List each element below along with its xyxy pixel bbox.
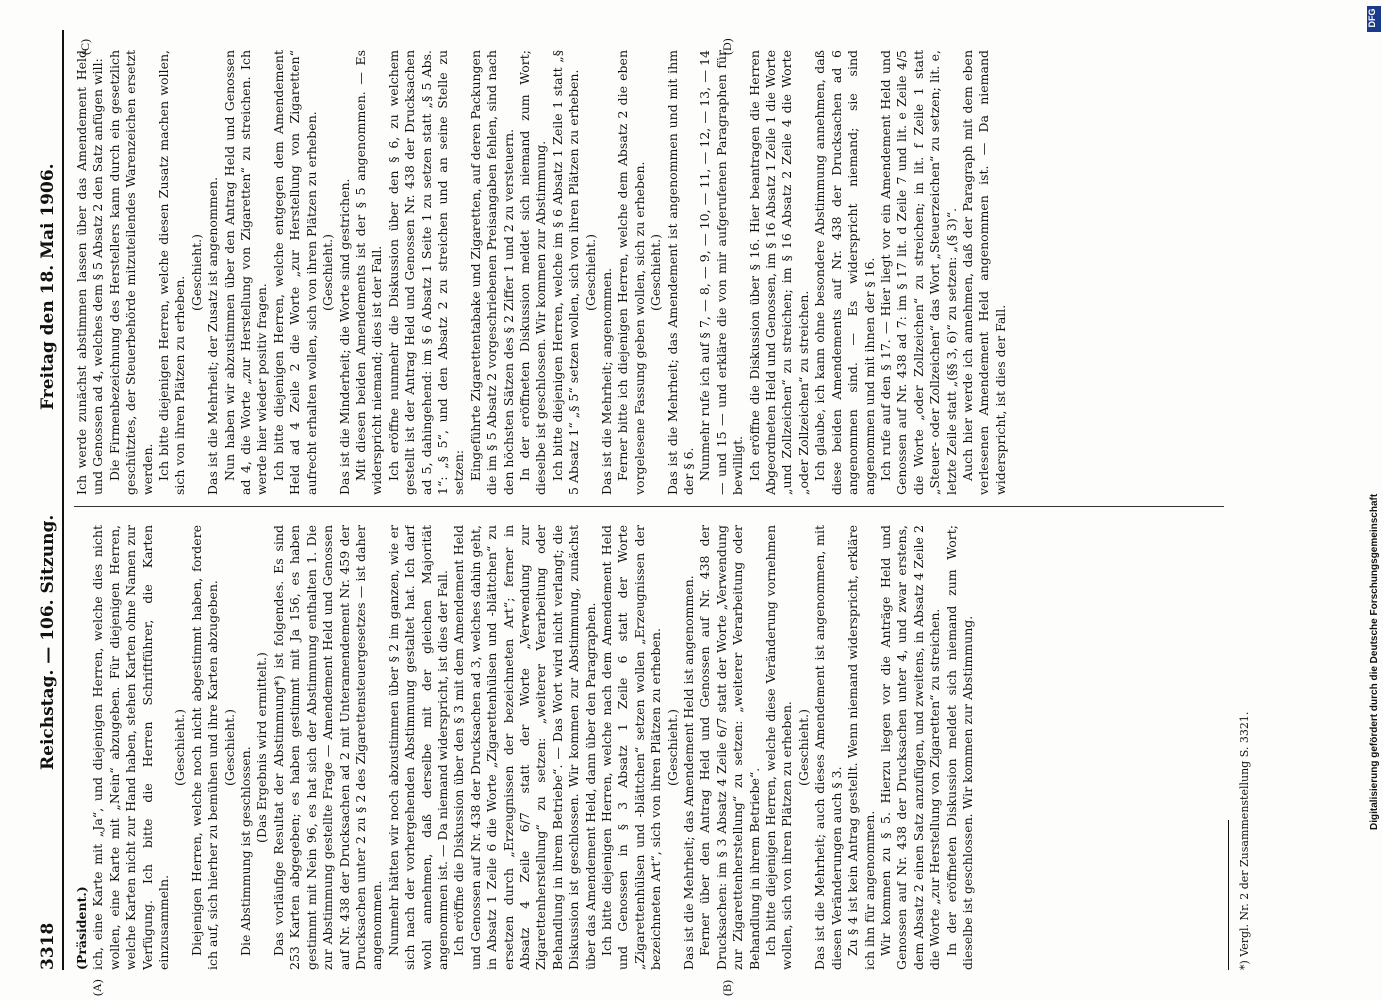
margin-letter-a: (A) xyxy=(90,979,104,996)
left-column xyxy=(74,525,1284,970)
digitization-strip xyxy=(1366,0,1383,1000)
right-column-paragraph: In der eröffneten Diskussion meldet sich niemand zum Wort; dieselbe ist geschlossen. Wir kommen zur Abstimmung. xyxy=(516,50,549,495)
right-column-paragraph: Mit diesen beiden Amendements ist der § 5 angenommen. — Es widerspricht niemand; dies ist der Fall. xyxy=(352,50,385,495)
right-column-paragraph: Eingeführte Zigarettentabake und Zigaretten, auf deren Packungen die im § 5 Absatz 2 vorgeschriebenen Preisangaben fehlen, sind nach den höchsten Sätzen des § 2 Ziffer 1 und 2 zu versteuern. xyxy=(467,50,516,495)
margin-letter-d: (D) xyxy=(720,38,734,55)
right-column-paragraph: Das ist die Mehrheit; der Zusatz ist angenommen. xyxy=(205,176,221,495)
column-divider xyxy=(74,506,1224,507)
footnote: *) Vergl. Nr. 2 der Zusammenstellung S. 3321. xyxy=(1238,711,1251,970)
left-column-paragraph: Das ist die Mehrheit; auch dieses Amendement ist angenommen, mit diesen Veränderungen auch § 3. xyxy=(812,525,844,970)
right-column-paragraph: (Geschieht.) xyxy=(648,233,664,312)
right-column-paragraph: Nunmehr rufe ich auf § 7, — 8, — 9, — 10, — 11, — 12, — 13, — 14 — und 15 — und erkläre die von mir aufgerufenen Paragraphen für bewilligt. xyxy=(697,50,746,495)
right-column-paragraph: Ich rufe auf den § 17. — Hier liegt vor ein Amendement Held und Genossen auf Nr. 438 ad 7: im § 17 lit. d Zeile 7 und lit. e Zeile 4/5 die Worte „oder Zollzeichen“ zu streichen; in lit. f Zeile 1 statt „Steuer- oder Zollzeichen“ das Wort „Steuerzeichen“ zu setzen; lit. e, letzte Zeile statt „(§§ 3, 6)“ zu setzen: „(§ 3)“. xyxy=(877,50,959,495)
right-column-paragraph: Das ist die Mehrheit; angenommen. xyxy=(599,267,614,495)
footnote-rule xyxy=(1228,820,1229,970)
right-column-paragraph: Ferner bitte ich diejenigen Herren, welche dem Absatz 2 die eben vorgelesene Fassung geben wollen, sich zu erheben. xyxy=(615,50,647,495)
right-column-paragraph: Das ist die Mehrheit; das Amendement ist angenommen und mit ihm der § 6. xyxy=(664,50,697,495)
left-column-paragraph: Ich eröffne die Diskussion über den § 3 mit dem Amendement Held und Genossen auf Nr. 438 der Drucksachen ad 3, welches dahin geht, in Absatz 1 Zeile 6 die Worte „Zigarettenhülsen und -blättchen“ zu ersetzen durch „Erzeugnissen der bezeichneten Art“; ferner in Absatz 4 Zeile 6/7 statt der Worte „Verwendung zur Zigarettenherstellung“ zu setzen: „weiterer Verarbeitung oder Behandlung in ihrem Betriebe“. — Das Wort wird nicht verlangt; die Diskussion ist geschlossen. Wir kommen zur Abstimmung, zunächst über das Amendement Held, dann über den Paragraphen. xyxy=(451,525,598,970)
rotated-page-content xyxy=(30,30,1330,996)
right-column-paragraph: (Geschieht.) xyxy=(188,233,204,312)
left-column-paragraph: Ich bitte diejenigen Herren, welche diese Veränderung vornehmen wollen, sich von ihren Plätzen zu erheben. xyxy=(763,525,795,970)
left-column-paragraph: Ferner über den Antrag Held und Genossen auf Nr. 438 der Drucksachen: im § 3 Absatz 4 Zeile 6/7 statt der Worte „Verwendung zur Zigarettenherstellung“ zu setzen: „weiterer Verarbeitung oder Behandlung in ihrem Betriebe“. xyxy=(697,525,762,970)
margin-letter-c: (C) xyxy=(78,39,92,55)
right-column-paragraph: (Geschieht.) xyxy=(320,233,336,312)
right-column-paragraph: Auch hier werde ich annehmen, daß der Paragraph mit dem eben verlesenen Amendement Held angenommen ist. — Da niemand widerspricht, ist dies der Fall. xyxy=(959,50,1008,495)
right-column-paragraph: Ich bitte diejenigen Herren, welche diesen Zusatz machen wollen, sich von ihren Plätzen zu erheben. xyxy=(156,50,188,495)
left-column-paragraph: (Geschieht.) xyxy=(221,708,237,787)
left-column-paragraph: Nunmehr hätten wir noch abzustimmen über § 2 im ganzen, wie er sich nach der vorhergehenden Abstimmung gestaltet hat. Ich darf wohl annehmen, daß derselbe mit der gleichen Majorität angenommen ist. — Da niemand widerspricht, ist dies der Fall. xyxy=(385,525,450,970)
right-column-paragraph: Das ist die Minderheit; die Worte sind gestrichen. xyxy=(336,178,352,495)
running-title: Reichstag. — 106. Sitzung. xyxy=(38,514,58,770)
right-column-paragraph: (Geschieht.) xyxy=(582,233,598,312)
funding-credit: Digitalisierung gefördert durch die Deutsche Forschungsgemeinschaft xyxy=(1369,493,1380,830)
session-date: Freitag den 18. Mai 1906. xyxy=(38,163,58,410)
right-column xyxy=(74,50,1284,495)
left-column-paragraph: Die Abstimmung ist geschlossen. xyxy=(238,746,254,956)
left-column-paragraph: (Das Ergebnis wird ermittelt.) xyxy=(254,652,270,843)
right-column-paragraph: Nun haben wir abzustimmen über den Antrag Held und Genossen ad 4, die Worte „zur Herstellung von Zigaretten“ zu streichen. Ich werde hier wieder positiv fragen. xyxy=(221,50,270,495)
left-column-paragraph: ich, eine Karte mit „Ja“, und diejenigen Herren, welche dies nicht wollen, eine Karte mit „Nein“ abzugeben. Für diejenigen Herren, welche Karten nicht zur Hand haben, stehen Karten ohne Namen zur Verfügung. Ich bitte die Herren Schriftführer, die Karten einzusammeln. xyxy=(90,525,172,970)
right-column-paragraph: Ich eröffne die Diskussion über § 16. Hier beantragen die Herren Abgeordneten Held und Genossen, im § 16 Absatz 1 Zeile 1 die Worte „und Zollzeichen“ zu streichen; im § 16 Absatz 2 Zeile 4 die Worte „oder Zollzeichen“ zu streichen. xyxy=(746,50,811,495)
header-rule xyxy=(62,30,64,970)
right-column-paragraph: Die Firmenbezeichnung des Herstellers kann durch ein gesetzlich geschütztes, der Steuerbehörde mitzuteilendes Warenzeichen ersetzt werden. xyxy=(106,50,155,495)
page-number: 3318 xyxy=(38,922,58,970)
margin-letter-b: (B) xyxy=(720,980,734,996)
left-column-paragraph: In der eröffneten Diskussion meldet sich niemand zum Wort; dieselbe ist geschlossen. Wir kommen zur Abstimmung. xyxy=(943,525,975,970)
right-column-paragraph: Ich eröffne nunmehr die Diskussion über den § 6, zu welchem gestellt ist der Antrag Held und Genossen Nr. 438 der Drucksachen ad 5, dahingehend: im § 6 Absatz 1 Seite 1 zu setzen statt „§ 5 Abs. 1“: „§ 5“, und den Absatz 2 zu streichen und an seine Stelle zu setzen: xyxy=(385,50,467,495)
right-column-paragraph: Ich glaube, ich kann ohne besondere Abstimmung annehmen, daß diese beiden Amendements auf Nr. 438 der Drucksachen ad 6 angenommen sind. — Es widerspricht niemand; sie sind angenommen und mit ihnen der § 16. xyxy=(812,50,877,495)
left-column-paragraph: (Geschieht.) xyxy=(664,708,680,787)
left-column-paragraph: (Geschieht.) xyxy=(795,708,811,787)
left-column-paragraph: Das ist die Mehrheit; das Amendement Held ist angenommen. xyxy=(681,575,697,970)
left-column-paragraph: (Geschieht.) xyxy=(172,708,188,787)
right-column-paragraph: Ich bitte diejenigen Herren, welche im § 6 Absatz 1 Zeile 1 statt „§ 5 Absatz 1“ „§ 5“ setzen wollen, sich von ihren Plätzen zu erheben. xyxy=(549,50,582,495)
left-column-paragraph: Ich bitte diejenigen Herren, welche nach dem Amendement Held und Genossen in § 3 Absatz 1 Zeile 6 statt der Worte „Zigarettenhülsen und -blättchen“ setzen wollen „Erzeugnissen der bezeichneten Art“, sich von ihren Plätzen zu erheben. xyxy=(599,525,664,970)
left-column-paragraph: Wir kommen zu § 5. Hierzu liegen vor die Anträge Held und Genossen auf Nr. 438 der Drucksachen unter 4, und zwar erstens, dem Absatz 2 einen Satz anzufügen, und zweitens, in Absatz 4 Zeile 2 die Worte „zur Herstellung von Zigaretten“ zu streichen. xyxy=(877,525,943,970)
left-column-paragraph: (Präsident.) xyxy=(74,886,89,970)
right-column-paragraph: Ich bitte diejenigen Herren, welche entgegen dem Amendement Held ad 4 Zeile 2 die Worte „zur Herstellung von Zigaretten“ aufrecht erhalten wollen, sich von ihren Plätzen zu erheben. xyxy=(270,50,319,495)
left-column-paragraph: Das vorläufige Resultat der Abstimmung*) ist folgendes. Es sind 253 Karten abgegeben; es haben gestimmt mit Ja 156, es haben gestimmt mit Nein 96, es hat sich der Abstimmung enthalten 1. Die zur Abstimmung gestellte Frage — Amendement Held und Genossen auf Nr. 438 der Drucksachen ad 2 mit Unteramendement Nr. 459 der Drucksachen unter 2 zu § 2 des Zigarettensteuergesetzes — ist daher angenommen. xyxy=(270,525,385,970)
right-column-paragraph: Ich werde zunächst abstimmen lassen über das Amendement Held und Genossen ad 4, welches dem § 5 Absatz 2 den Satz anfügen will: xyxy=(74,50,106,495)
left-column-paragraph: Diejenigen Herren, welche noch nicht abgestimmt haben, fordere ich auf, sich hierher zu bemühen und ihre Karten abzugeben. xyxy=(188,525,221,970)
page-header xyxy=(30,30,70,970)
left-column-paragraph: Zu § 4 ist kein Antrag gestellt. Wenn niemand widerspricht, erkläre ich ihn für angenommen. xyxy=(845,525,877,970)
dfg-logo-text: DFG xyxy=(1367,8,1377,28)
